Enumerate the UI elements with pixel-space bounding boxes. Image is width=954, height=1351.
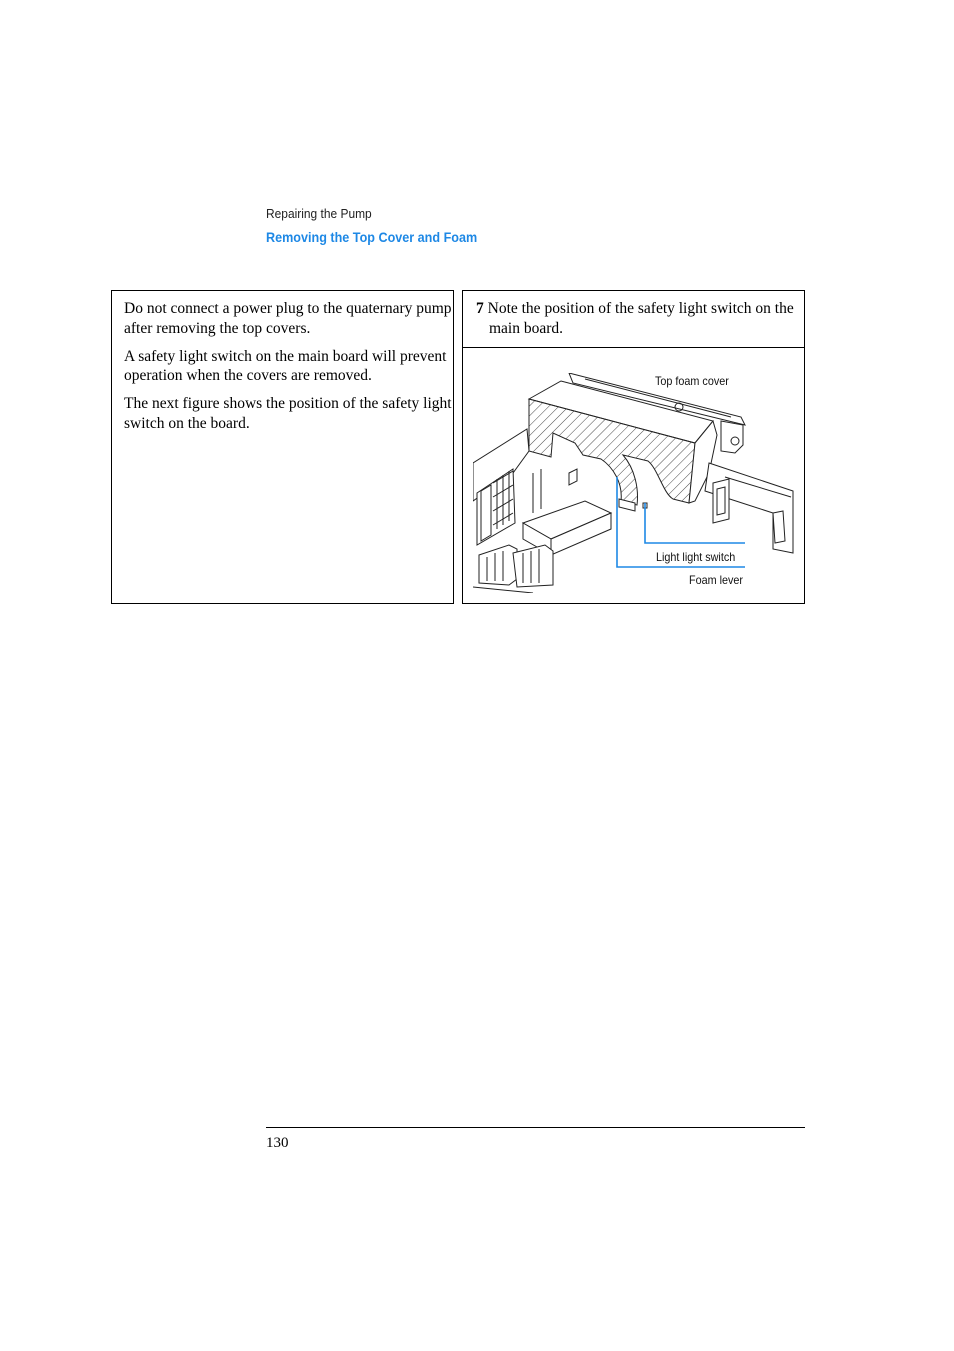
note-box [111,290,454,604]
footer-rule [266,1127,805,1128]
label-foam-lever: Foam lever [689,573,744,587]
note-text [124,299,452,442]
note-paragraph-1: Do not connect a power plug to the quaternary pump after removing the top covers. [124,300,452,337]
running-header-section: Repairing the Pump [266,206,372,221]
step-number: 7 [476,300,484,317]
pump-board-illustration [473,373,795,593]
running-header-title: Removing the Top Cover and Foam [266,229,478,245]
label-light-switch: Light light switch [656,550,736,564]
step-divider [463,347,804,348]
step-box [462,290,805,604]
label-top-foam-cover: Top foam cover [655,374,729,388]
note-paragraph-2: A safety light switch on the main board will prevent operation when the covers are removed. [124,347,447,384]
step-text: Note the position of the safety light switch on the main board. [487,300,794,337]
page-number: 130 [266,1135,289,1151]
step-instruction [476,299,817,338]
note-paragraph-3: The next figure shows the position of the safety light switch on the board. [124,395,452,432]
